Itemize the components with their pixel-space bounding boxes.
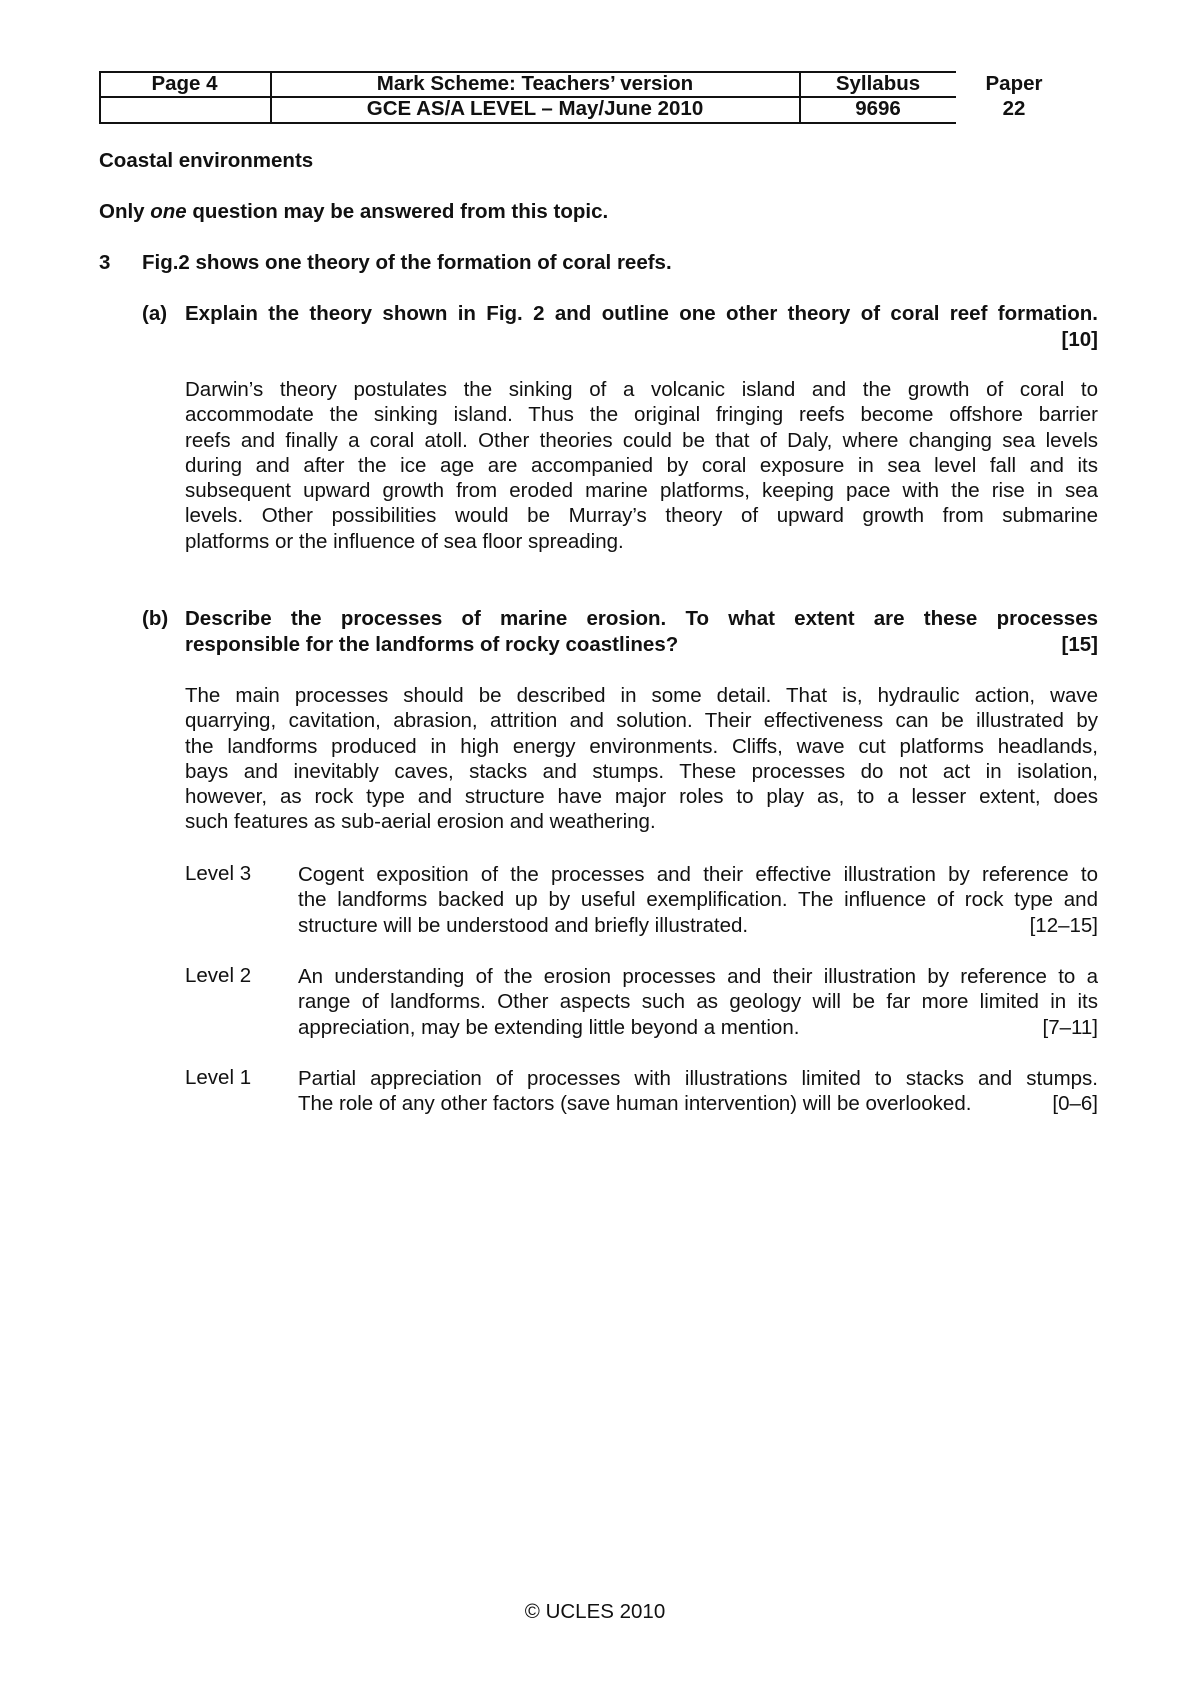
- paper-label: Paper: [985, 72, 1043, 95]
- level-1-label: Level 1: [185, 1066, 252, 1089]
- answer-line: subsequent upward growth from eroded marine platforms, keeping pace with the rise in sea: [185, 479, 1098, 503]
- answer-line: Darwin’s theory postulates the sinking of a volcanic island and the growth of coral to: [185, 378, 1098, 401]
- level-line: Cogent exposition of the processes and their effective illustration by reference to: [298, 863, 1098, 886]
- part-b-question-line-1: Describe the processes of marine erosion. To what extent are these processes: [185, 607, 1098, 630]
- question-number: 3: [99, 251, 111, 274]
- answer-line: quarrying, cavitation, abrasion, attrition and solution. Their effectiveness can be illustrated by: [185, 709, 1098, 733]
- question-text: Fig.2 shows one theory of the formation of coral reefs.: [142, 251, 672, 274]
- level-line: range of landforms. Other aspects such as geology will be far more limited in its: [298, 990, 1098, 1014]
- level-line: The role of any other factors (save human intervention) will be overlooked.: [298, 1092, 972, 1116]
- level-3-descriptor: [298, 862, 1098, 938]
- answer-line: such features as sub-aerial erosion and weathering.: [185, 810, 656, 834]
- answer-line: levels. Other possibilities would be Murray’s theory of upward growth from submarine: [185, 504, 1098, 528]
- answer-line: however, as rock type and structure have major roles to play as, to a lesser extent, does: [185, 785, 1098, 809]
- instruction-emphasis: one: [150, 200, 187, 223]
- section-title: Coastal environments: [99, 149, 314, 172]
- copyright-footer: © UCLES 2010: [524, 1600, 666, 1623]
- level-2-descriptor: [298, 964, 1098, 1040]
- part-a-label: (a): [142, 302, 168, 325]
- instruction-post: question may be answered from this topic.: [186, 200, 609, 223]
- answer-line: reefs and finally a coral atoll. Other theories could be that of Daly, where changing sea levels: [185, 428, 1098, 452]
- exam-session: GCE AS/A LEVEL – May/June 2010: [366, 97, 704, 120]
- level-1-descriptor: [298, 1066, 1098, 1117]
- level-line: An understanding of the erosion processes and their illustration by reference to a: [298, 965, 1098, 988]
- level-2-marks: [7–11]: [1042, 1015, 1098, 1039]
- table-border-bottom: [99, 122, 956, 124]
- answer-line: accommodate the sinking island. Thus the original fringing reefs become offshore barrier: [185, 403, 1098, 427]
- header-table: [99, 71, 1124, 123]
- level-1-marks: [0–6]: [1052, 1092, 1098, 1116]
- answer-line: platforms or the influence of sea floor spreading.: [185, 529, 624, 553]
- instruction: [99, 200, 608, 224]
- answer-line: the landforms produced in high energy environments. Cliffs, wave cut platforms headlands,: [185, 734, 1098, 758]
- level-2-label: Level 2: [185, 964, 252, 987]
- paper-number: 22: [1002, 97, 1026, 120]
- page-number: Page 4: [151, 72, 218, 95]
- instruction-pre: Only: [99, 200, 151, 223]
- answer-line: during and after the ice age are accompanied by coral exposure in sea level fall and its: [185, 453, 1098, 477]
- part-a-question: Explain the theory shown in Fig. 2 and outline one other theory of coral reef formation.: [185, 302, 1098, 325]
- part-b-label: (b): [142, 607, 169, 630]
- answer-line: bays and inevitably caves, stacks and stumps. These processes do not act in isolation,: [185, 759, 1098, 783]
- syllabus-label: Syllabus: [835, 72, 921, 95]
- level-line: the landforms backed up by useful exemplification. The influence of rock type and: [298, 888, 1098, 912]
- part-b-marks: [15]: [1061, 633, 1098, 656]
- part-a-answer: [185, 377, 1098, 554]
- syllabus-code: 9696: [855, 97, 901, 120]
- part-a-marks: [10]: [1061, 328, 1098, 351]
- document-title: Mark Scheme: Teachers’ version: [376, 72, 694, 95]
- part-b-question-line-2: responsible for the landforms of rocky coastlines?: [185, 633, 679, 656]
- level-3-label: Level 3: [185, 862, 252, 885]
- level-3-marks: [12–15]: [1029, 913, 1098, 937]
- answer-line: The main processes should be described in some detail. That is, hydraulic action, wave: [185, 684, 1098, 707]
- level-line: structure will be understood and briefly illustrated.: [298, 913, 749, 937]
- part-b-answer: [185, 683, 1098, 835]
- level-line: Partial appreciation of processes with illustrations limited to stacks and stumps.: [298, 1067, 1098, 1090]
- level-line: appreciation, may be extending little beyond a mention.: [298, 1015, 800, 1039]
